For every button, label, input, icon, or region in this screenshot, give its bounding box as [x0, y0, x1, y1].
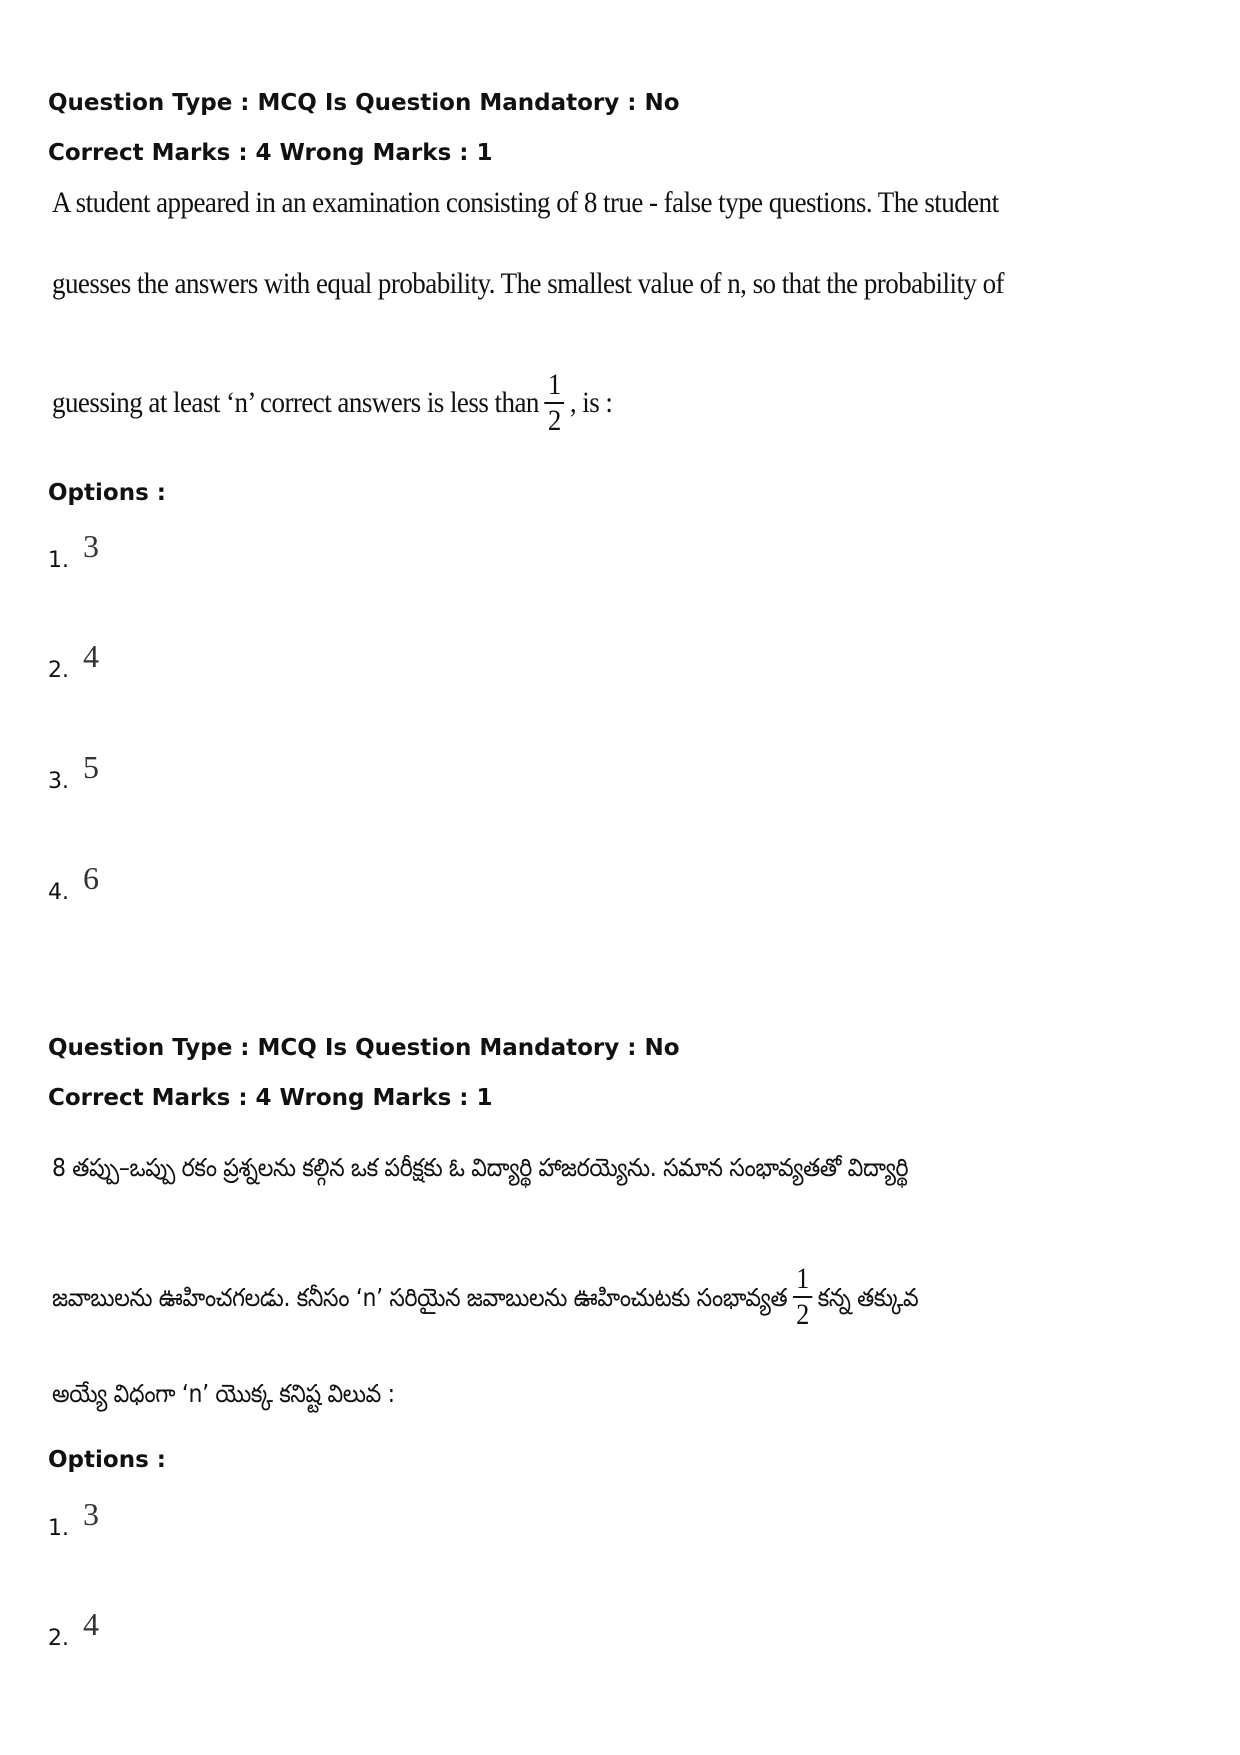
- options-label: Options :: [48, 480, 166, 506]
- marks-line: Correct Marks : 4 Wrong Marks : 1: [48, 1085, 493, 1111]
- question-text-line: guesses the answers with equal probability. The smallest value of n, so that the probability of: [52, 267, 1004, 300]
- option-value: 3: [83, 528, 99, 564]
- option-number: 3.: [48, 769, 69, 794]
- fraction-denominator: 2: [796, 1298, 809, 1331]
- question-type-line: Question Type : MCQ Is Question Mandatory : No: [48, 1035, 680, 1061]
- question-text-segment: , is :: [569, 385, 613, 419]
- question-text-line: 8 తప్పు–ఒప్పు రకం ప్రశ్నలను కల్గిన ఒక పరీక్షకు ఓ విద్యార్థి హాజరయ్యెను. సమాన సంభావ్యతతో విద్యార్థి: [52, 1153, 909, 1182]
- option-number: 2.: [48, 658, 69, 683]
- fraction-denominator: 2: [547, 404, 561, 437]
- question-text-line: A student appeared in an examination consisting of 8 true - false type questions. The student: [52, 186, 999, 219]
- option-number: 2.: [48, 1626, 69, 1651]
- fraction-numerator: 1: [793, 1262, 813, 1298]
- options-label: Options :: [48, 1447, 166, 1473]
- question-text-segment: guessing at least ‘n’ correct answers is less than: [52, 385, 539, 419]
- option-value: 4: [83, 1606, 99, 1642]
- question-text-segment: జవాబులను ఊహించగలడు. కనీసం ‘n’ సరియైన జవాబులను ఊహించుటకు సంభావ్యత: [52, 1283, 788, 1312]
- option-number: 1.: [48, 548, 69, 573]
- option-value: 3: [83, 1496, 99, 1532]
- option-value: 4: [83, 638, 99, 674]
- option-number: 4.: [48, 880, 69, 905]
- question-text-line: [52, 1264, 918, 1334]
- option-number: 1.: [48, 1516, 69, 1541]
- question-text-line: [52, 370, 612, 440]
- option-value: 6: [83, 860, 99, 896]
- fraction-one-half: [793, 1262, 813, 1332]
- fraction-numerator: 1: [544, 368, 564, 404]
- question-type-line: Question Type : MCQ Is Question Mandatory : No: [48, 90, 680, 116]
- question-text-line: అయ్యే విధంగా ‘n’ యొక్క కనిష్ట విలువ :: [52, 1379, 395, 1408]
- option-value: 5: [83, 749, 99, 785]
- question-text-segment: కన్న తక్కువ: [817, 1283, 919, 1312]
- fraction-one-half: [544, 368, 564, 438]
- marks-line: Correct Marks : 4 Wrong Marks : 1: [48, 140, 493, 166]
